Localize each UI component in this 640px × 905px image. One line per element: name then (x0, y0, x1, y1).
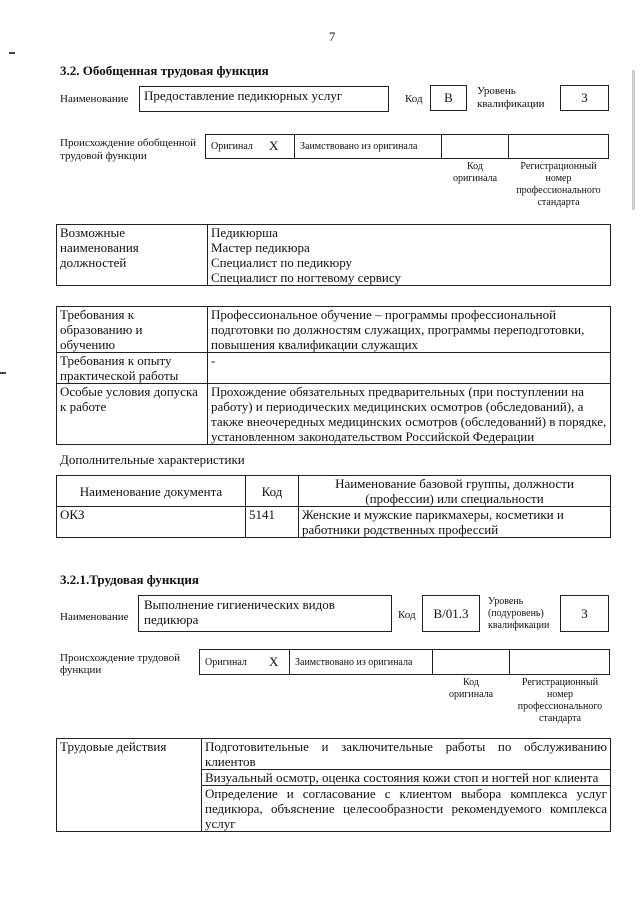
page-number: 7 (329, 30, 336, 44)
requirements-table (56, 306, 611, 445)
position-item: Педикюрша (211, 225, 278, 240)
reg-caption: номер (545, 173, 572, 184)
name-value: Предоставление педикюрных услуг (144, 88, 343, 103)
col-name-header: Наименование базовой группы, должности (335, 476, 574, 491)
origin-label: Происхождение обобщенной (60, 137, 197, 149)
cond-value: работу) и периодических медицинских осмотров (обследований), а (211, 399, 584, 414)
origin-label: трудовой функции (60, 150, 147, 162)
sub-name-value: педикюра (144, 612, 199, 627)
sub-reg-caption: номер (547, 689, 573, 700)
cond-value: установленном законодательством Российской Федерации (211, 429, 535, 444)
edu-value: повышения квалификации служащих (211, 337, 419, 352)
name-label: Наименование (60, 93, 129, 105)
action-item: услуг (205, 816, 236, 831)
cond-label: Особые условия допуска (60, 384, 198, 399)
code-label: Код (405, 93, 423, 105)
sub-reg-caption: профессионального (517, 701, 603, 712)
edu-value: подготовки по должностям служащих, программы переподготовки, (211, 322, 585, 337)
action-item: Подготовительные и заключительные работы по обслуживанию (205, 739, 607, 754)
edu-label: обучению (60, 337, 116, 352)
extra-title: Дополнительные характеристики (60, 452, 245, 467)
sub-origin-label: функции (60, 664, 102, 676)
cond-label: к работе (60, 399, 107, 414)
level-label: квалификации (477, 98, 545, 110)
row-code: 5141 (249, 507, 275, 522)
action-item: педикюра, объяснение целесообразности рекомендуемого комплекса (205, 801, 607, 816)
reg-caption: стандарта (537, 197, 580, 208)
sub-reg-caption: стандарта (538, 713, 582, 724)
positions-label: Возможные (60, 225, 125, 240)
section-title: 3.2. Обобщенная трудовая функция (60, 63, 269, 78)
sub-code-label: Код (398, 609, 416, 621)
positions-label: наименования (60, 240, 139, 255)
extra-table (56, 475, 611, 538)
row-name: работники родственных профессий (302, 522, 499, 537)
sub-level-label: Уровень (488, 596, 524, 607)
sub-level-label: квалификации (488, 620, 550, 631)
positions-label: должностей (60, 255, 127, 270)
origin-cell-reg (508, 134, 609, 159)
cond-value: Прохождение обязательных предварительных (при поступлении на (211, 384, 584, 399)
exp-label: практической работы (60, 368, 179, 383)
sub-level-label: (подуровень) (488, 608, 544, 619)
level-label: Уровень (477, 85, 516, 97)
level-value: 3 (581, 90, 588, 105)
scan-mark (632, 70, 635, 210)
position-item: Специалист по педикюру (211, 255, 353, 270)
sub-name-label: Наименование (60, 611, 129, 623)
action-item: Определение и согласование с клиентом выбора комплекса услуг (205, 786, 607, 801)
edu-label: Требования к (60, 307, 135, 322)
sub-code-orig-caption: Код (463, 677, 479, 688)
scan-mark (9, 52, 15, 54)
actions-table (56, 738, 611, 832)
edu-value: Профессиональное обучение – программы профессиональной (211, 307, 557, 322)
row-name: Женские и мужские парикмахеры, косметики и (302, 507, 564, 522)
reg-caption: профессионального (516, 185, 601, 196)
sub-origin-cell-reg (509, 649, 610, 675)
reg-caption: Регистрационный (520, 161, 597, 172)
original-mark: X (269, 138, 279, 153)
exp-label: Требования к опыту (60, 353, 172, 368)
sub-code-orig-caption: оригинала (448, 689, 494, 700)
sub-borrowed-label: Заимствовано из оригинала (295, 657, 413, 668)
sub-reg-caption: Регистрационный (521, 677, 599, 688)
sub-code-value: B/01.3 (433, 606, 469, 621)
original-label: Оригинал (211, 141, 253, 152)
col-code-header: Код (261, 483, 283, 499)
sub-origin-cell-code (432, 649, 510, 675)
sub-original-mark: X (269, 654, 279, 669)
code-value: B (444, 90, 453, 105)
sub-name-value: Выполнение гигиенических видов (144, 597, 335, 612)
action-item: Визуальный осмотр, оценка состояния кожи стоп и ногтей ног клиента (205, 770, 599, 785)
edu-label: образованию и (60, 322, 143, 337)
position-item: Мастер педикюра (211, 240, 310, 255)
col-doc-header: Наименование документа (79, 483, 223, 499)
code-orig-caption: Код (467, 161, 483, 172)
origin-cell-code (441, 134, 509, 159)
exp-value: - (211, 353, 216, 368)
subsection-title: 3.2.1.Трудовая функция (60, 572, 199, 587)
borrowed-label: Заимствовано из оригинала (300, 141, 418, 152)
sub-level-value: 3 (581, 606, 588, 621)
row-doc: ОКЗ (60, 507, 85, 522)
cond-value: также внеочередных медицинских осмотров (обследований) в порядке, (211, 414, 607, 429)
actions-label: Трудовые действия (60, 739, 167, 754)
col-name-header: (профессии) или специальности (365, 491, 544, 506)
scan-mark (0, 372, 6, 374)
position-item: Специалист по ногтевому сервису (211, 270, 401, 285)
positions-table (56, 224, 611, 286)
sub-origin-label: Происхождение трудовой (60, 652, 181, 664)
action-item: клиентов (205, 754, 256, 769)
code-orig-caption: оригинала (452, 173, 498, 184)
sub-original-label: Оригинал (205, 657, 247, 668)
